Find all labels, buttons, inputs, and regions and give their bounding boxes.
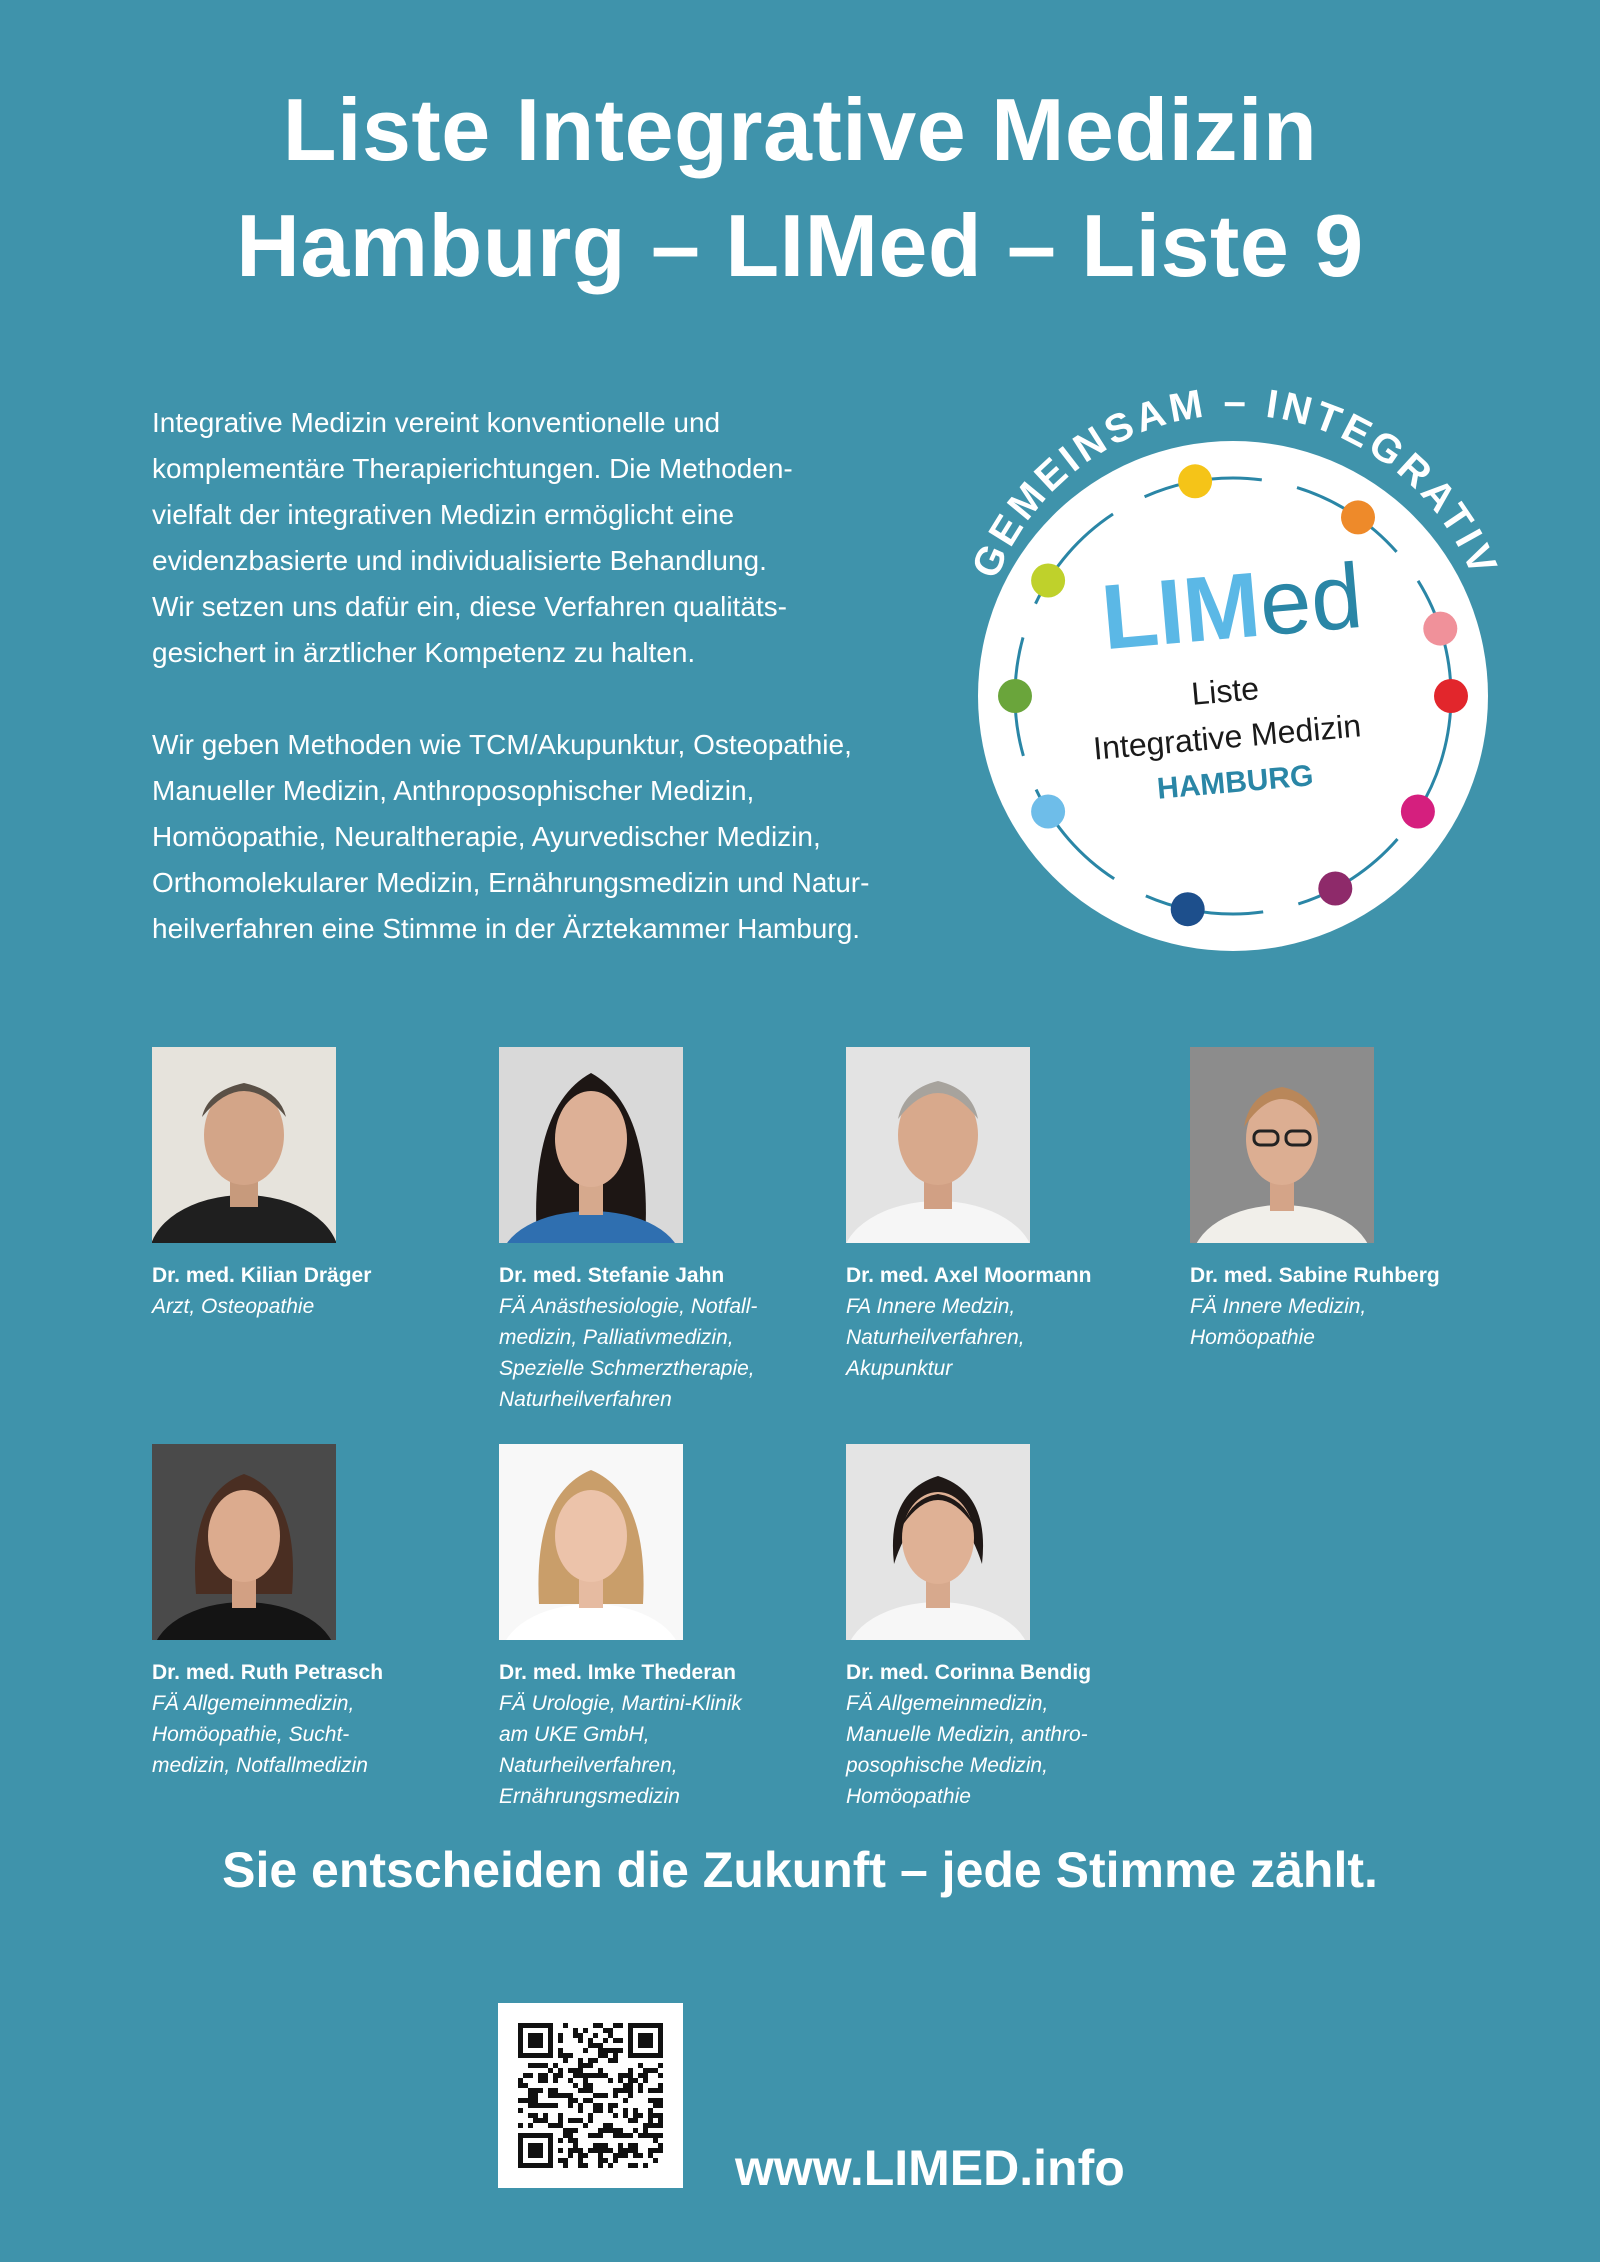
page-title bbox=[0, 72, 1600, 304]
badge-dot bbox=[1434, 679, 1468, 713]
badge-dot bbox=[1031, 564, 1065, 598]
person-card bbox=[846, 1444, 1176, 1812]
portrait-photo bbox=[152, 1047, 336, 1243]
person-role: FÄ Innere Medizin, Homöopathie bbox=[1190, 1295, 1367, 1349]
portrait-photo bbox=[152, 1444, 336, 1640]
person-role: FA Innere Medzin, Naturheilverfahren, Akupunktur bbox=[846, 1295, 1025, 1380]
person-name: Dr. med. Axel Moormann bbox=[846, 1264, 1092, 1287]
badge-dot bbox=[998, 679, 1032, 713]
badge-logo-wordmark: LIMed bbox=[1097, 544, 1367, 670]
person-role: FÄ Allgemeinmedizin, Homöopathie, Sucht- medizin, Notfallmedizin bbox=[152, 1692, 368, 1777]
badge-line-integrative-medizin: Integrative Medizin bbox=[1091, 707, 1363, 767]
badge-arc-text: GEMEINSAM – INTEGRATIV bbox=[963, 379, 1507, 585]
title-line-2: Hamburg – LIMed – Liste 9 bbox=[236, 196, 1364, 295]
person-name: Dr. med. Corinna Bendig bbox=[846, 1661, 1092, 1684]
slogan: Sie entscheiden die Zukunft – jede Stimme zählt. bbox=[222, 1842, 1378, 1898]
badge-dot bbox=[1178, 464, 1212, 498]
person-card bbox=[1190, 1047, 1520, 1353]
person-role: Arzt, Osteopathie bbox=[152, 1295, 315, 1318]
portrait-photo bbox=[499, 1444, 683, 1640]
person-role: FÄ Urologie, Martini-Klinik am UKE GmbH, Naturheilverfahren, Ernährungsmedizin bbox=[499, 1692, 742, 1808]
badge-dot bbox=[1423, 612, 1457, 646]
person-name: Dr. med. Ruth Petrasch bbox=[152, 1661, 384, 1684]
intro-paragraph-1: Integrative Medizin vereint konventionelle und komplementäre Therapierichtungen. Die Methoden- vielfalt der integrativen Medizin ermöglicht eine evidenzbasierte und individualisierte Behandlung. Wir setzen uns dafür ein, diese Verfahren qualitäts- gesichert in ärztlicher Kompetenz zu halten. bbox=[152, 407, 793, 668]
portrait-photo bbox=[1190, 1047, 1374, 1243]
person-card bbox=[152, 1047, 482, 1322]
badge-dot bbox=[1401, 795, 1435, 829]
person-name: Dr. med. Sabine Ruhberg bbox=[1190, 1264, 1440, 1287]
badge-dot bbox=[1031, 795, 1065, 829]
person-card bbox=[499, 1047, 829, 1415]
portrait-photo bbox=[846, 1047, 1030, 1243]
website-link[interactable]: www.LIMED.info bbox=[735, 2140, 1125, 2196]
intro-text bbox=[152, 400, 942, 952]
title-line-1: Liste Integrative Medizin bbox=[282, 80, 1318, 179]
person-name: Dr. med. Kilian Dräger bbox=[152, 1264, 372, 1287]
person-role: FÄ Anästhesiologie, Notfall- medizin, Palliativmedizin, Spezielle Schmerztherapie, Naturheilverfahren bbox=[499, 1295, 758, 1411]
portrait-photo bbox=[499, 1047, 683, 1243]
person-card bbox=[846, 1047, 1176, 1384]
badge-line-liste: Liste bbox=[1189, 670, 1261, 712]
badge-dot bbox=[1341, 500, 1375, 534]
portrait-photo bbox=[846, 1444, 1030, 1640]
badge-dot bbox=[1171, 892, 1205, 926]
qr-code[interactable] bbox=[498, 2003, 683, 2188]
person-card bbox=[152, 1444, 482, 1781]
person-card bbox=[499, 1444, 829, 1812]
badge-line-hamburg: HAMBURG bbox=[1155, 759, 1315, 806]
person-name: Dr. med. Stefanie Jahn bbox=[499, 1264, 725, 1287]
badge-dot bbox=[1318, 872, 1352, 906]
person-role: FÄ Allgemeinmedizin, Manuelle Medizin, anthro- posophische Medizin, Homöopathie bbox=[846, 1692, 1088, 1808]
limed-badge-logo bbox=[920, 340, 1520, 980]
person-name: Dr. med. Imke Thederan bbox=[499, 1661, 736, 1684]
intro-paragraph-2: Wir geben Methoden wie TCM/Akupunktur, Osteopathie, Manueller Medizin, Anthroposophischer Medizin, Homöopathie, Neuraltherapie, Ayurvedischer Medizin, Orthomolekularer Medizin, Ernährungsmedizin und Natur- heilverfahren eine Stimme in der Ärztekammer Hamburg. bbox=[152, 729, 870, 944]
